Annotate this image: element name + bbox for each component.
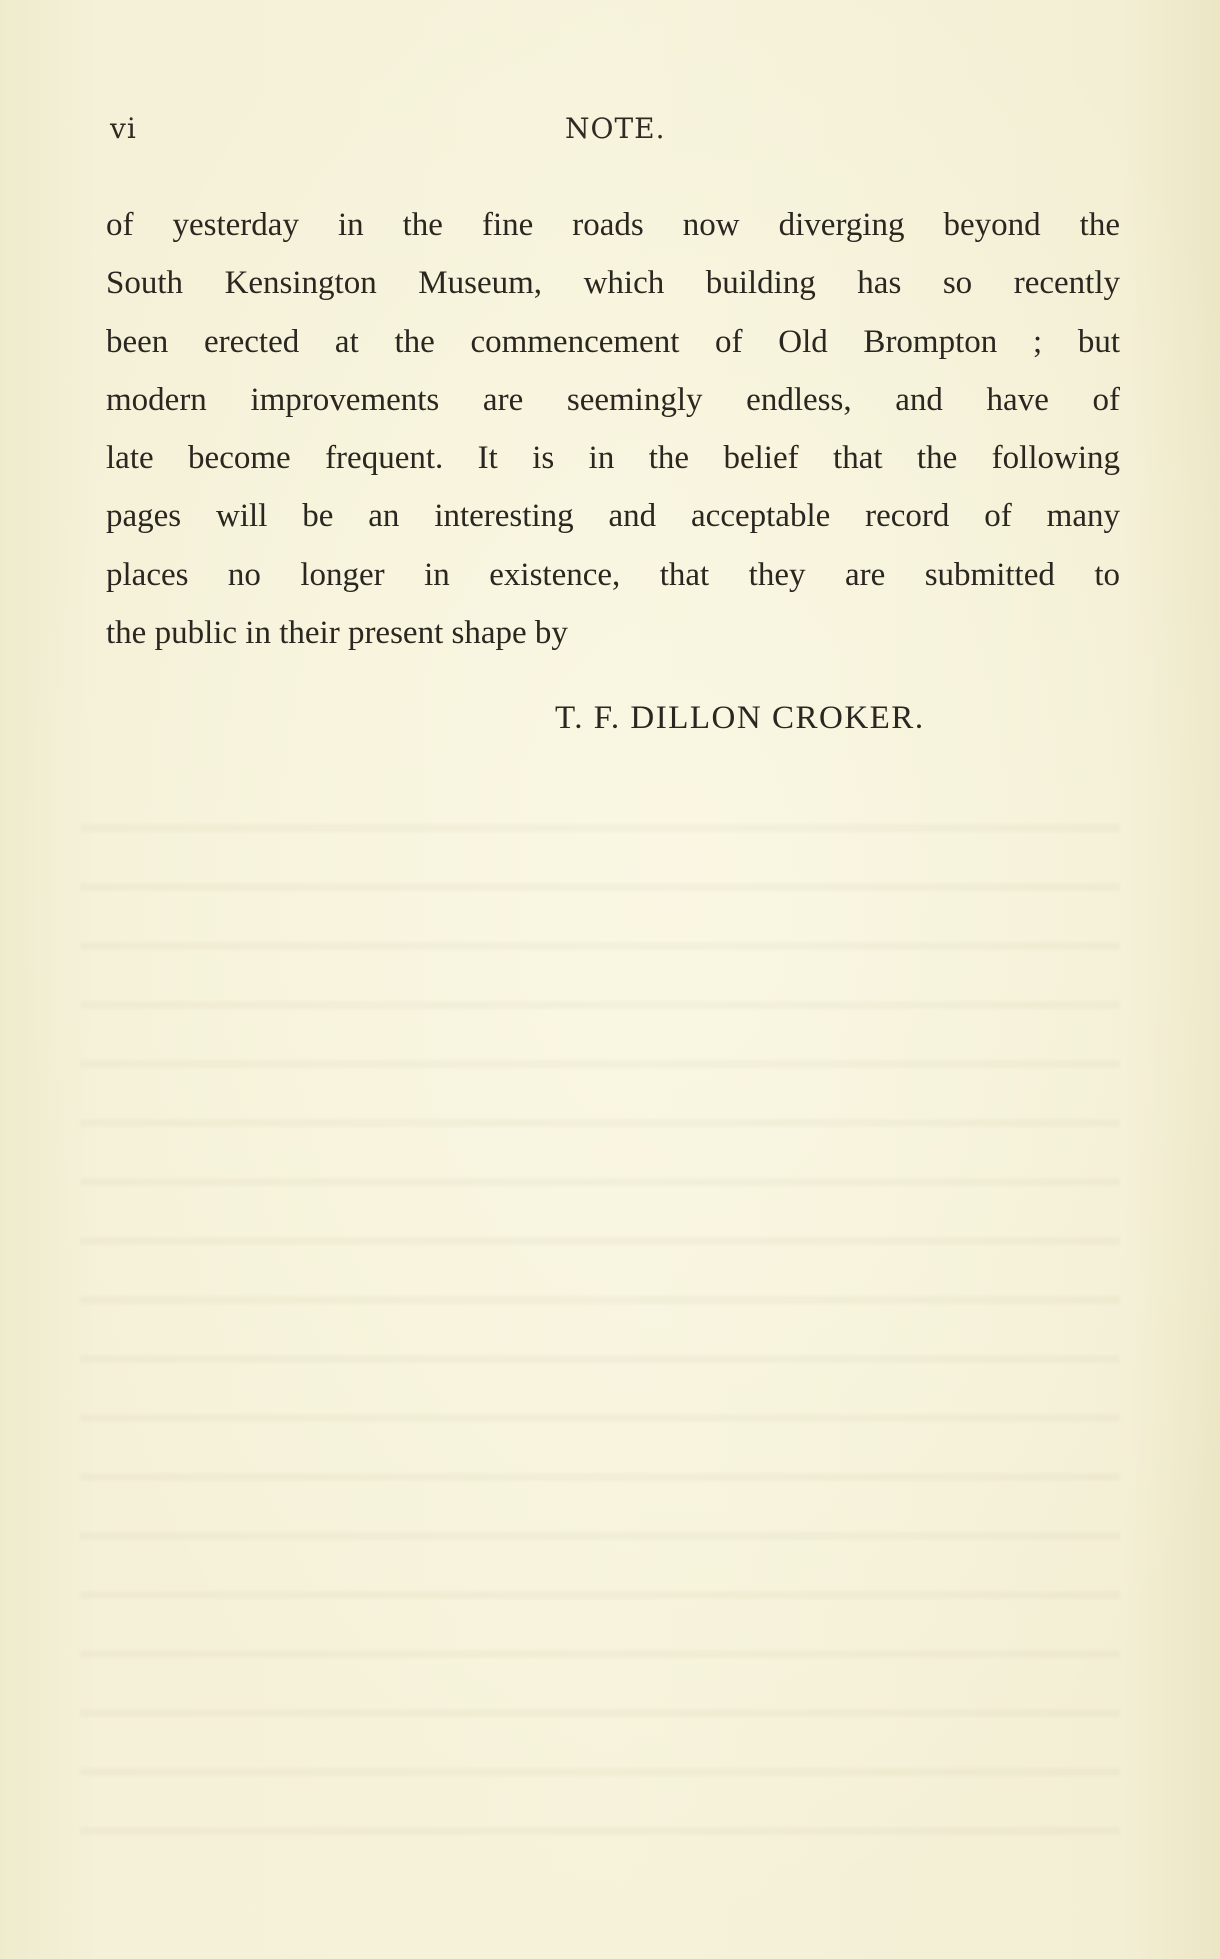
page-number: vi (110, 112, 137, 145)
text-line: South Kensington Museum, which building has so recently (106, 265, 1120, 302)
text-line: been erected at the commencement of Old Brompton ; but (106, 323, 1120, 360)
body-paragraph (106, 196, 1120, 662)
text-line: places no longer in existence, that they are submitted to (106, 556, 1120, 593)
text-line: the public in their present shape by (106, 615, 568, 652)
page-header (110, 112, 1110, 152)
text-line: of yesterday in the fine roads now diverging beyond the (106, 207, 1120, 243)
running-head: NOTE. (565, 112, 666, 145)
author-signature: T. F. DILLON CROKER. (555, 700, 925, 736)
text-line: late become frequent. It is in the belief that the following (106, 440, 1120, 477)
text-line: modern improvements are seemingly endless, and have of (106, 381, 1120, 418)
show-through-shadow (80, 780, 1120, 1840)
text-line: pages will be an interesting and acceptable record of many (106, 498, 1120, 535)
